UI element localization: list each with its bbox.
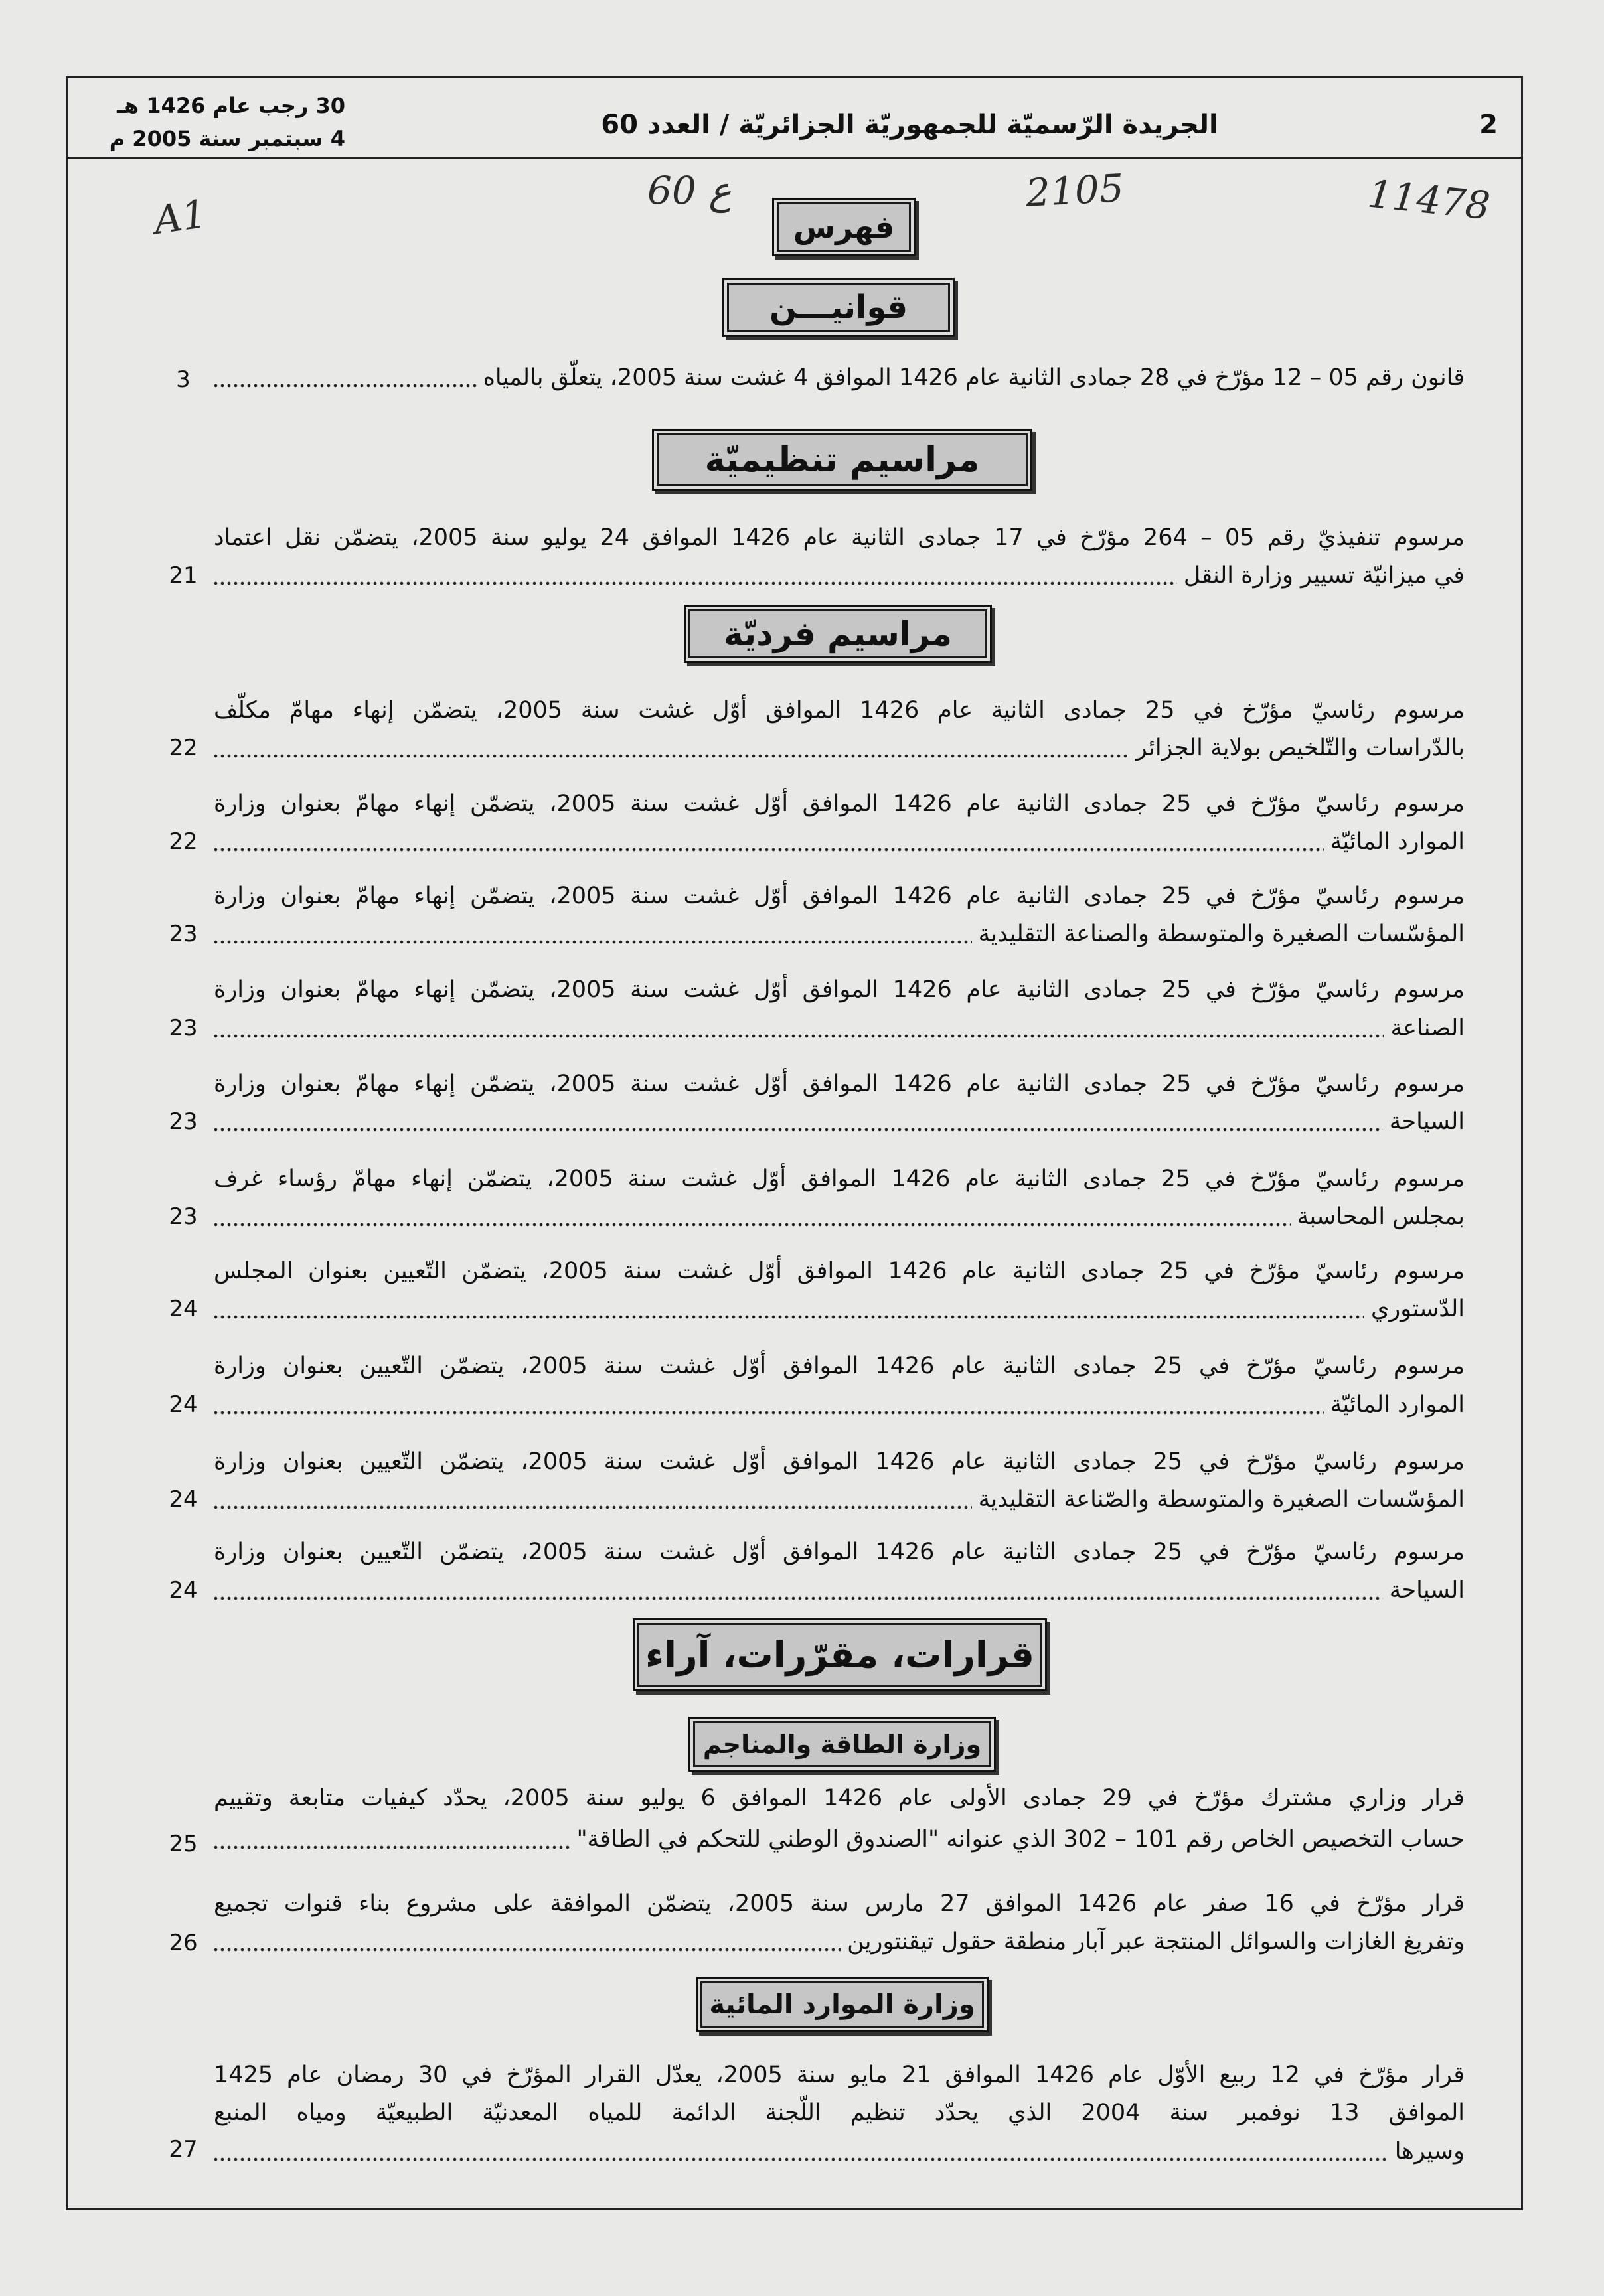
dot-leader	[214, 384, 477, 388]
toc-entry-text: المؤسّسات الصغيرة والمتوسطة والصناعة التقليدية	[978, 921, 1465, 947]
toc-entry-line: مرسوم رئاسيّ مؤرّخ في 25 جمادى الثانية عام 1426 الموافق أوّل غشت سنة 2005، يتضمّن التّعيين بعنوان وزارة	[214, 1539, 1465, 1565]
date-gregorian: 4 سبتمبر سنة 2005 م	[109, 126, 345, 151]
toc-entry-line	[214, 359, 1465, 396]
toc-entry-line	[214, 1572, 1465, 1609]
subsection-heading: وزارة الموارد المائية	[709, 1989, 975, 2020]
subsection-heading-energy-mines	[688, 1717, 996, 1772]
journal-title: الجريدة الرّسميّة للجمهوريّة الجزائريّة / العدد 60	[601, 110, 1218, 140]
toc-entry-text: قانون رقم 05 – 12 مؤرّخ في 28 جمادى الثانية عام 1426 الموافق 4 غشت سنة 2005، يتعلّق بالمياه	[483, 364, 1465, 391]
dot-leader	[214, 1596, 1383, 1600]
toc-entry-text: وتفريغ الغازات والسوائل المنتجة عبر آبار منطقة حقول تيقنتورين	[847, 1928, 1465, 1955]
toc-page-number: 21	[169, 562, 198, 589]
toc-entry-line	[214, 1198, 1465, 1235]
dot-leader	[214, 848, 1324, 852]
toc-entry-text: السياحة	[1389, 1109, 1465, 1135]
toc-page-number: 27	[169, 2136, 198, 2163]
toc-entry-text: بالدّراسات والتّلخيص بولاية الجزائر	[1135, 735, 1465, 761]
toc-entry-line	[214, 1103, 1465, 1140]
toc-entry-line	[214, 1010, 1465, 1047]
dot-leader	[214, 1223, 1291, 1227]
toc-entry-line	[214, 1290, 1465, 1328]
toc-entry-line: قرار مؤرّخ في 16 صفر عام 1426 الموافق 27 مارس سنة 2005، يتضمّن الموافقة على مشروع بناء قنوات تجميع	[214, 1890, 1465, 1917]
toc-page-number: 25	[169, 1831, 198, 1857]
toc-entry-text: الصناعة	[1390, 1015, 1465, 1041]
toc-entry-text: المؤسّسات الصغيرة والمتوسطة والصّناعة التقليدية	[978, 1486, 1465, 1513]
section-heading: قوانيـــن	[769, 289, 908, 326]
toc-entry-line: مرسوم تنفيذيّ رقم 05 – 264 مؤرّخ في 17 جمادى الثانية عام 1426 الموافق 24 يوليو سنة 2005، يتضمّن نقل اعتماد	[214, 524, 1465, 551]
handwritten-note: 2105	[1024, 165, 1125, 216]
toc-page-number: 3	[176, 366, 191, 393]
toc-entry-line: مرسوم رئاسيّ مؤرّخ في 25 جمادى الثانية عام 1426 الموافق أوّل غشت سنة 2005، يتضمّن إنهاء مهامّ مكلّف	[214, 697, 1465, 724]
section-heading-decisions	[633, 1618, 1047, 1691]
dot-leader	[214, 1505, 972, 1509]
subsection-heading: وزارة الطاقة والمناجم	[702, 1729, 982, 1759]
toc-entry-text: الموارد المائيّة	[1330, 828, 1465, 855]
toc-entry-line	[214, 823, 1465, 860]
toc-entry-line	[214, 557, 1465, 594]
toc-entry-line: الموافق 13 نوفمبر سنة 2004 الذي يحدّد تنظيم اللّجنة الدائمة للمياه المعدنيّة الطبيعيّة ومياه المنبع	[214, 2100, 1465, 2126]
toc-page-number: 22	[169, 735, 198, 761]
dot-leader	[214, 1315, 1364, 1319]
toc-entry-line: مرسوم رئاسيّ مؤرّخ في 25 جمادى الثانية عام 1426 الموافق أوّل غشت سنة 2005، يتضمّن إنهاء مهامّ بعنوان وزارة	[214, 883, 1465, 909]
dot-leader	[214, 1128, 1383, 1132]
toc-entry-text: وسيرها	[1394, 2138, 1465, 2165]
index-title: فهرس	[793, 209, 895, 245]
toc-entry-line	[214, 1481, 1465, 1518]
toc-entry-line: مرسوم رئاسيّ مؤرّخ في 25 جمادى الثانية عام 1426 الموافق أوّل غشت سنة 2005، يتضمّن إنهاء مهامّ بعنوان وزارة	[214, 1071, 1465, 1097]
subsection-heading-water-resources	[696, 1977, 989, 2032]
toc-entry-line: مرسوم رئاسيّ مؤرّخ في 25 جمادى الثانية عام 1426 الموافق أوّل غشت سنة 2005، يتضمّن إنهاء مهامّ بعنوان وزارة	[214, 791, 1465, 817]
toc-entry-line: قرار وزاري مشترك مؤرّخ في 29 جمادى الأولى عام 1426 الموافق 6 يوليو سنة 2005، يحدّد كيفيات متابعة وتقييم	[214, 1785, 1465, 1811]
toc-page-number: 24	[169, 1296, 198, 1322]
toc-entry-text: الدّستوري	[1370, 1296, 1465, 1322]
toc-entry-text: السياحة	[1389, 1577, 1465, 1604]
toc-page-number: 24	[169, 1486, 198, 1513]
section-heading: مراسيم فرديّة	[724, 615, 952, 653]
toc-entry-text: الموارد المائيّة	[1330, 1391, 1465, 1418]
date-hijri: 30 رجب عام 1426 هـ	[117, 93, 345, 118]
toc-page-number: 23	[169, 1109, 198, 1135]
dot-leader	[214, 1411, 1324, 1415]
page-number: 2	[1479, 110, 1498, 140]
toc-entry-text: في ميزانيّة تسيير وزارة النقل	[1183, 562, 1465, 589]
toc-entry-line: مرسوم رئاسيّ مؤرّخ في 25 جمادى الثانية عام 1426 الموافق أوّل غشت سنة 2005، يتضمّن إنهاء مهامّ بعنوان وزارة	[214, 976, 1465, 1003]
index-title-box	[772, 198, 916, 256]
toc-entry-line	[214, 729, 1465, 767]
dot-leader	[214, 1948, 841, 1952]
dot-leader	[214, 1845, 570, 1849]
toc-entry-line: مرسوم رئاسيّ مؤرّخ في 25 جمادى الثانية عام 1426 الموافق أوّل غشت سنة 2005، يتضمّن التّعيين بعنوان وزارة	[214, 1353, 1465, 1379]
toc-entry-text: حساب التخصيص الخاص رقم 101 – 302 الذي عنوانه "الصندوق الوطني للتحكم في الطاقة"	[576, 1826, 1465, 1853]
toc-entry-line	[214, 1386, 1465, 1423]
toc-page-number: 22	[169, 828, 198, 855]
toc-page-number: 24	[169, 1577, 198, 1604]
toc-entry-line: مرسوم رئاسيّ مؤرّخ في 25 جمادى الثانية عام 1426 الموافق أوّل غشت سنة 2005، يتضمّن إنهاء مهامّ رؤساء غرف	[214, 1166, 1465, 1192]
toc-page-number: 23	[169, 1203, 198, 1230]
toc-entry-line	[214, 915, 1465, 953]
handwritten-note: A1	[151, 191, 210, 244]
toc-page-number: 26	[169, 1930, 198, 1956]
dot-leader	[214, 940, 972, 944]
toc-page-number: 24	[169, 1391, 198, 1418]
toc-page-number: 23	[169, 1015, 198, 1041]
toc-entry-line: قرار مؤرّخ في 12 ربيع الأوّل عام 1426 الموافق 21 مايو سنة 2005، يعدّل القرار المؤرّخ في 30 رمضان عام 1425	[214, 2062, 1465, 2088]
handwritten-note: ع 60	[647, 168, 732, 213]
section-heading-regulatory-decrees	[652, 429, 1032, 491]
handwritten-note: 11478	[1365, 171, 1492, 229]
toc-entry-line: مرسوم رئاسيّ مؤرّخ في 25 جمادى الثانية عام 1426 الموافق أوّل غشت سنة 2005، يتضمّن التّعيين بعنوان وزارة	[214, 1448, 1465, 1475]
toc-entry-line	[214, 1923, 1465, 1960]
dot-leader	[214, 581, 1177, 585]
toc-entry-line: مرسوم رئاسيّ مؤرّخ في 25 جمادى الثانية عام 1426 الموافق أوّل غشت سنة 2005، يتضمّن التّعيين بعنوان المجلس	[214, 1258, 1465, 1284]
toc-entry-line	[214, 2133, 1465, 2170]
toc-entry-text: بمجلس المحاسبة	[1297, 1203, 1465, 1230]
dot-leader	[214, 1034, 1384, 1038]
section-heading: مراسيم تنظيميّة	[704, 439, 980, 480]
dot-leader	[214, 2157, 1388, 2161]
toc-entry-line	[214, 1821, 1465, 1858]
header-divider	[66, 157, 1523, 159]
dot-leader	[214, 754, 1129, 758]
section-heading-laws	[722, 278, 955, 337]
section-heading: قرارات، مقرّرات، آراء	[645, 1633, 1035, 1676]
toc-page-number: 23	[169, 921, 198, 947]
section-heading-individual-decrees	[684, 605, 992, 663]
